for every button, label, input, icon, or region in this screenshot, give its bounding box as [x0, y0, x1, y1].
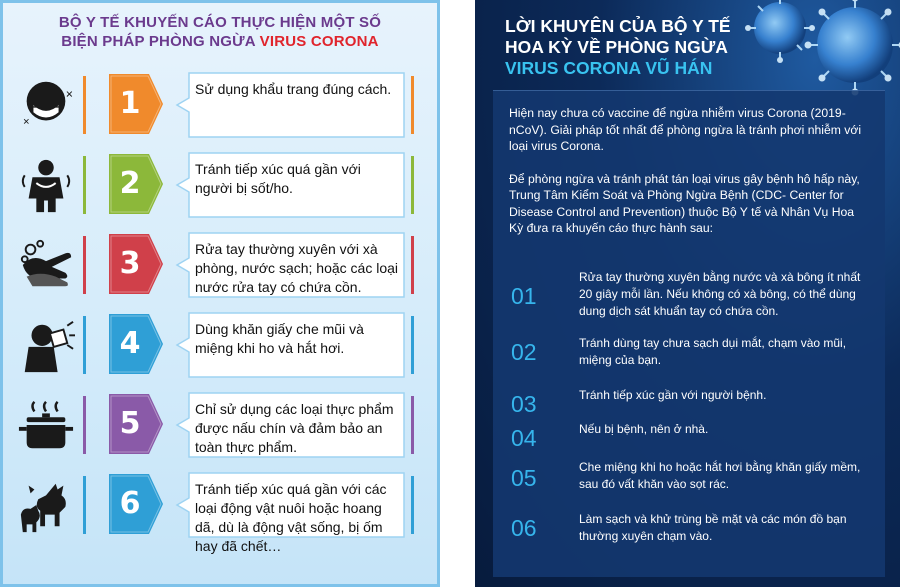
right-item-text: Che miệng khi ho hoặc hắt hơi bằng khăn giấy mềm, sau đó vất khăn vào sọt rác. — [579, 460, 861, 491]
right-intro-paragraph-1: Hiện nay chưa có vaccine để ngừa nhiễm virus Corona (2019-nCoV). Giải pháp tốt nhất để phòng ngừa là tránh phơi nhiễm với loại virus Corona. — [509, 106, 862, 153]
right-item-number: 06 — [511, 515, 537, 541]
right-intro-paragraph-2: Để phòng ngừa và tránh phát tán loại virus gây bệnh hô hấp này, Trung Tâm Kiểm Soát và Phòng Ngừa Bệnh (CDC- Center for Disease Control and Prevention) thuộc Bộ Y tế và Nhân Vụ Hoa Kỳ đưa ra khuyến cáo thực hành sau: — [509, 171, 860, 235]
item-divider-right — [411, 476, 414, 534]
item-number-badge — [109, 234, 163, 294]
item-callout — [175, 472, 405, 554]
item-divider-left — [83, 316, 86, 374]
item-divider-right — [411, 156, 414, 214]
cooking-pot-icon — [15, 395, 77, 455]
item-number-badge — [109, 154, 163, 214]
right-info-panel — [493, 90, 885, 577]
right-title-line3: VIRUS CORONA VŨ HÁN — [505, 58, 713, 78]
right-item-number: 03 — [511, 391, 537, 417]
right-item-number: 01 — [511, 283, 537, 309]
item-number-badge — [109, 314, 163, 374]
right-item-text: Làm sạch và khử trùng bề mặt và các món đồ bạn thường xuyên chạm vào. — [579, 512, 847, 543]
right-item-number: 02 — [511, 339, 537, 365]
item-callout — [175, 392, 405, 458]
item-text: Tránh tiếp xúc quá gần với người bị sốt/ho. — [195, 161, 361, 196]
item-divider-right — [411, 396, 414, 454]
right-item-text: Tránh dùng tay chưa sạch dụi mắt, chạm vào mũi, miệng của bạn. — [579, 336, 847, 367]
left-poster-title — [3, 13, 437, 51]
item-callout — [175, 232, 405, 298]
item-number-badge — [109, 394, 163, 454]
left-list-item — [9, 389, 435, 461]
right-item-number: 04 — [511, 425, 537, 451]
left-list-item — [9, 309, 435, 381]
item-number: 1 — [119, 86, 141, 121]
right-title-line2: HOA KỲ VỀ PHÒNG NGỪA — [505, 37, 728, 57]
svg-text:✕: ✕ — [22, 116, 31, 127]
item-callout — [175, 312, 405, 378]
right-intro — [509, 105, 871, 253]
item-text: Chỉ sử dụng các loại thực phẩm được nấu chín và đảm bảo an toàn thực phẩm. — [195, 401, 394, 455]
item-number: 4 — [119, 326, 141, 361]
item-divider-right — [411, 236, 414, 294]
right-poster — [475, 0, 900, 587]
left-title-line2 — [3, 32, 437, 51]
item-divider-left — [83, 76, 86, 134]
left-list-item — [9, 69, 435, 141]
item-text: Dùng khăn giấy che mũi và miệng khi ho và hắt hơi. — [195, 321, 364, 356]
right-item-text: Tránh tiếp xúc gần với người bệnh. — [579, 388, 767, 402]
item-number-badge — [109, 74, 163, 134]
item-divider-left — [83, 476, 86, 534]
item-text: Sử dụng khẩu trang đúng cách. — [195, 81, 392, 97]
right-item-text: Rửa tay thường xuyên bằng nước và xà bông ít nhất 20 giây mỗi lần. Nếu không có xà bông, có thể dùng dung dịch sát khuẩn tay có chứa cồn. — [579, 270, 861, 318]
left-title-line2-prefix: BIỆN PHÁP PHÒNG NGỪA — [61, 33, 260, 50]
item-callout — [175, 72, 405, 138]
item-divider-left — [83, 156, 86, 214]
sneeze-tissue-icon — [15, 315, 77, 375]
item-number: 5 — [119, 406, 141, 441]
left-list-item — [9, 229, 435, 301]
left-title-highlight: VIRUS CORONA — [259, 33, 379, 50]
left-list-item — [9, 149, 435, 221]
left-list-item — [9, 469, 435, 554]
right-item-text: Nếu bị bệnh, nên ở nhà. — [579, 422, 709, 436]
item-text: Rửa tay thường xuyên với xà phòng, nước sạch; hoặc các loại nước rửa tay có chứa cồn. — [195, 241, 399, 295]
right-poster-title — [505, 16, 765, 79]
item-callout — [175, 152, 405, 218]
item-divider-left — [83, 396, 86, 454]
hand-washing-icon — [15, 235, 77, 295]
face-mask-icon — [15, 75, 77, 135]
item-number-badge — [109, 474, 163, 534]
item-number: 6 — [119, 486, 141, 521]
item-text: Tránh tiếp xúc quá gần với các loại động vật nuôi hoặc hoang dã, dù là động vật sống, bị ốm hay đã chết… — [195, 481, 387, 554]
item-divider-right — [411, 316, 414, 374]
right-title-line1: LỜI KHUYÊN CỦA BỘ Y TẾ — [505, 16, 731, 36]
animals-icon — [15, 475, 77, 535]
item-number: 2 — [119, 166, 141, 201]
item-divider-left — [83, 236, 86, 294]
right-item-number: 05 — [511, 465, 537, 491]
sick-person-icon — [15, 155, 77, 215]
item-number: 3 — [119, 246, 141, 281]
svg-text:✕: ✕ — [65, 89, 74, 101]
item-divider-right — [411, 76, 414, 134]
left-title-line1: BỘ Y TẾ KHUYẾN CÁO THỰC HIỆN MỘT SỐ — [58, 14, 382, 31]
left-poster — [0, 0, 440, 587]
